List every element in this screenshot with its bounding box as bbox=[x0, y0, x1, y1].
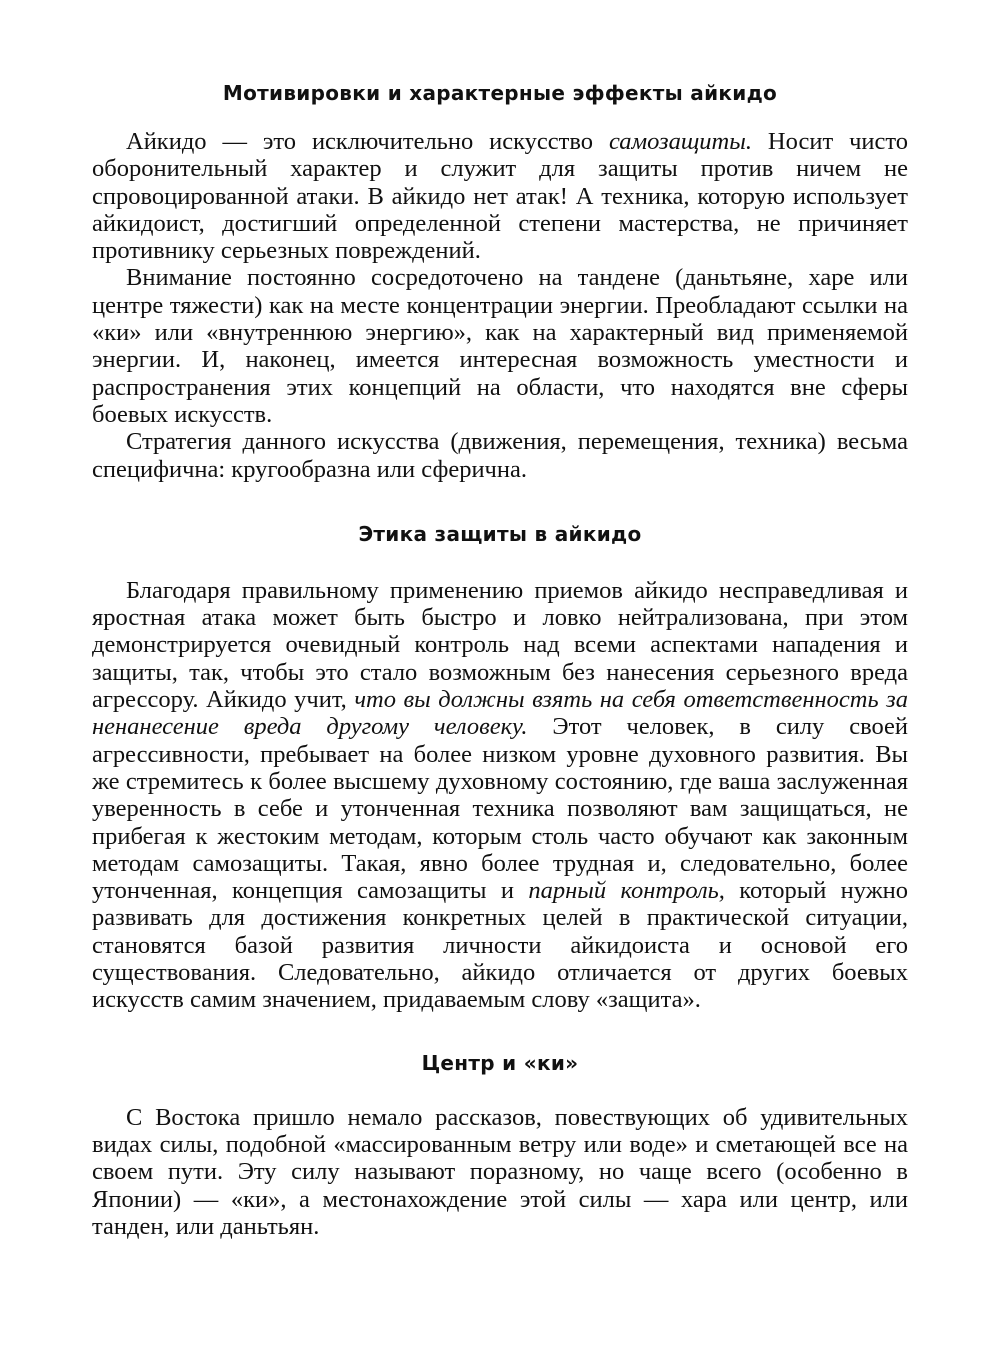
paragraph-text: который нужно развивать для достижения конкретных целей в практической ситуации, становятся базой развития личности айкидоиста и основой его существования. Следовательно, айкидо отличается от других боевых искусств самим значением, придаваемым слову «защита». bbox=[92, 877, 909, 1014]
paragraph-ethics bbox=[92, 577, 908, 1014]
paragraph-center-ki: С Востока пришло немало рассказов, повествующих об удивительных видах силы, подобной «массированным ветру или воде» и сметающей все на своем пути. Эту силу называют поразному, но чаще всего (особенно в Японии) — «ки», а местонахождение этой силы — хара или центр, или танден, или даньтьян. bbox=[92, 1103, 908, 1240]
italic-phrase: парный контроль, bbox=[528, 877, 725, 905]
italic-term: самозащиты. bbox=[608, 128, 752, 155]
paragraph-tanden: Внимание постоянно сосредоточено на тандене (даньтьяне, харе или центре тяжести) как на месте концентрации энергии. Преобладают ссылки на «ки» или «внутреннюю энергию», как на характерный вид применяемой энергии. И, наконец, имеется интересная возможность уместности и распространения этих концепций на области, что находятся вне сферы боевых искусств. bbox=[92, 264, 908, 428]
paragraph-text: Благодаря правильному применению приемов айкидо несправедливая и яростная атака может быть быстро и ловко нейтрализована, при этом демонстрируется очевидный контроль над всеми аспектами нападения и защиты, так, чтобы это стало возможным без нанесения серьезного вреда агрессору. Айкидо учит, bbox=[92, 576, 908, 714]
paragraph-text: Этот человек, в силу своей агрессивности, пребывает на более низком уровне духовного развития. Вы же стремитесь к более высшему духовному состоянию, где ваша заслуженная уверенность в себе и утонченная техника позволяют вам защищаться, не прибегая к жестоким методам, которым столь часто обучают как законным методам самозащиты. Такая, явно более трудная и, следовательно, более утонченная, концепция самозащиты и bbox=[92, 713, 909, 905]
paragraph-strategy: Стратегия данного искусства (движения, перемещения, техника) весьма специфична: кругообразна или сферична. bbox=[92, 428, 908, 483]
section-title-center-ki: Центр и «ки» bbox=[421, 1050, 579, 1075]
italic-phrase: что вы должны взять на себя ответственность за ненанесение вреда другому человеку. bbox=[92, 686, 908, 741]
paragraph-text: Носит чисто оборонительный характер и служит для защиты против ничем не спровоцированной атаки. В айкидо нет атак! А техника, которую использует айкидоист, достигший определенной степени мастерства, не причиняет противнику серьезных повреждений. bbox=[92, 128, 909, 265]
section-title-motivations: Мотивировки и характерные эффекты айкидо bbox=[222, 81, 778, 105]
paragraph-text: Айкидо — это исключительно искусство bbox=[126, 128, 609, 155]
book-page bbox=[92, 78, 908, 1240]
paragraph-self-defense bbox=[92, 128, 908, 264]
section-title-ethics: Этика защиты в айкидо bbox=[358, 521, 642, 546]
